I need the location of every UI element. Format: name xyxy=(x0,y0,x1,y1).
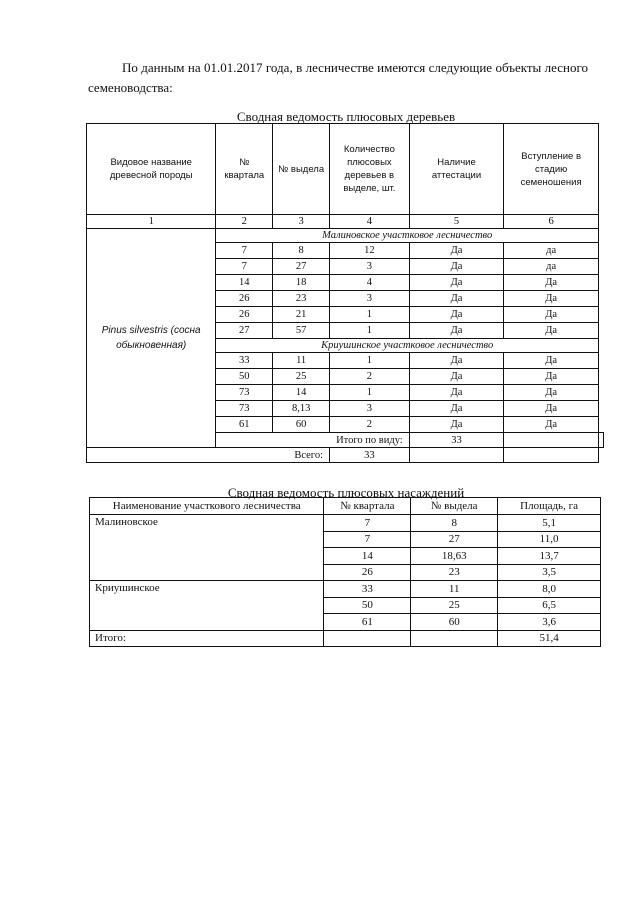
total-row xyxy=(90,630,601,647)
cell-attestation: Да xyxy=(409,307,504,323)
cell-attestation: Да xyxy=(409,417,504,433)
total-label: Итого: xyxy=(90,630,324,647)
table2-caption: Сводная ведомость плюсовых насаждений xyxy=(227,485,465,500)
section-name: Малиновское участковое лесничество xyxy=(216,229,599,243)
cell-count: 1 xyxy=(330,307,410,323)
cell-seeding: Да xyxy=(504,417,599,433)
table1-header-row xyxy=(87,124,604,215)
cell-area: 8,0 xyxy=(498,581,601,598)
cell-plot: 14 xyxy=(273,385,330,401)
cell-quarter: 73 xyxy=(216,385,273,401)
column-number: 2 xyxy=(216,215,273,229)
header-count: Количество плюсовых деревьев в выделе, шт. xyxy=(330,124,410,215)
cell-plot: 8,13 xyxy=(273,401,330,417)
table1-caption: Сводная ведомость плюсовых деревьев xyxy=(236,109,456,124)
cell-plot: 8 xyxy=(273,243,330,259)
cell-plot: 25 xyxy=(273,369,330,385)
cell-count: 4 xyxy=(330,275,410,291)
header-forestry: Наименование участкового лесничества xyxy=(90,498,324,515)
column-number: 3 xyxy=(273,215,330,229)
column-number: 1 xyxy=(87,215,216,229)
cell-area: 3,6 xyxy=(498,614,601,631)
table-row xyxy=(90,581,601,598)
cell-quarter: 26 xyxy=(324,564,411,581)
forestry-name: Криушинское xyxy=(90,581,324,631)
cell-seeding: Да xyxy=(504,385,599,401)
cell-count: 1 xyxy=(330,385,410,401)
cell-plot: 11 xyxy=(411,581,498,598)
cell-seeding: Да xyxy=(504,275,599,291)
cell-plot: 60 xyxy=(273,417,330,433)
cell-quarter: 14 xyxy=(324,548,411,565)
cell-attestation: Да xyxy=(409,259,504,275)
table-row xyxy=(90,515,601,532)
grand-total-row xyxy=(87,448,604,463)
header-quarter: № квартала xyxy=(216,124,273,215)
cell-seeding: Да xyxy=(504,291,599,307)
cell-quarter: 50 xyxy=(216,369,273,385)
cell-plot: 27 xyxy=(273,259,330,275)
section-row xyxy=(87,229,604,243)
cell-plot: 23 xyxy=(273,291,330,307)
cell-area: 13,7 xyxy=(498,548,601,565)
header-plot: № выдела xyxy=(273,124,330,215)
species-cell: Pinus silvestris (сосна обыкновенная) xyxy=(87,229,216,448)
cell-attestation: Да xyxy=(409,243,504,259)
cell-plot: 11 xyxy=(273,353,330,369)
cell-seeding: Да xyxy=(504,353,599,369)
cell-quarter: 61 xyxy=(324,614,411,631)
cell-count: 2 xyxy=(330,417,410,433)
cell-quarter: 33 xyxy=(324,581,411,598)
cell-count: 3 xyxy=(330,291,410,307)
cell-count: 12 xyxy=(330,243,410,259)
cell-area: 5,1 xyxy=(498,515,601,532)
cell-attestation: Да xyxy=(409,291,504,307)
cell-quarter: 7 xyxy=(216,243,273,259)
section-name: Криушинское участковое лесничество xyxy=(216,339,599,353)
plus-trees-table xyxy=(86,123,604,463)
intro-paragraph: По данным на 01.01.2017 года, в лесничестве имеются следующие объекты лесного семеноводства: xyxy=(88,60,588,95)
cell-seeding: Да xyxy=(504,401,599,417)
cell-quarter: 27 xyxy=(216,323,273,339)
cell-plot: 18,63 xyxy=(411,548,498,565)
cell-area: 6,5 xyxy=(498,597,601,614)
cell-plot: 21 xyxy=(273,307,330,323)
cell-plot: 27 xyxy=(411,531,498,548)
cell-seeding: Да xyxy=(504,369,599,385)
column-number: 4 xyxy=(330,215,410,229)
cell-plot: 25 xyxy=(411,597,498,614)
cell-quarter: 61 xyxy=(216,417,273,433)
cell-attestation: Да xyxy=(409,369,504,385)
forestry-name: Малиновское xyxy=(90,515,324,581)
cell-area: 11,0 xyxy=(498,531,601,548)
cell-count: 2 xyxy=(330,369,410,385)
header-plot: № выдела xyxy=(411,498,498,515)
cell-quarter: 33 xyxy=(216,353,273,369)
cell-quarter: 14 xyxy=(216,275,273,291)
total-by-type-value: 33 xyxy=(409,433,504,448)
header-attestation: Наличие аттестации xyxy=(409,124,504,215)
cell-seeding: да xyxy=(504,243,599,259)
cell-quarter: 73 xyxy=(216,401,273,417)
cell-count: 1 xyxy=(330,323,410,339)
cell-quarter: 7 xyxy=(324,515,411,532)
table2-header-row xyxy=(90,498,601,515)
header-species: Видовое название древесной породы xyxy=(87,124,216,215)
total-area-value: 51,4 xyxy=(498,630,601,647)
column-number: 6 xyxy=(504,215,599,229)
cell-quarter: 7 xyxy=(216,259,273,275)
cell-count: 1 xyxy=(330,353,410,369)
cell-count: 3 xyxy=(330,401,410,417)
cell-attestation: Да xyxy=(409,323,504,339)
header-seeding-stage: Вступление в стадию семеношения xyxy=(504,124,599,215)
cell-attestation: Да xyxy=(409,353,504,369)
cell-quarter: 26 xyxy=(216,291,273,307)
cell-plot: 23 xyxy=(411,564,498,581)
cell-plot: 60 xyxy=(411,614,498,631)
cell-seeding: Да xyxy=(504,323,599,339)
cell-plot: 8 xyxy=(411,515,498,532)
cell-plot: 57 xyxy=(273,323,330,339)
plus-stands-table xyxy=(89,497,601,647)
header-area: Площадь, га xyxy=(498,498,601,515)
cell-plot: 18 xyxy=(273,275,330,291)
header-quarter: № квартала xyxy=(324,498,411,515)
cell-seeding: Да xyxy=(504,307,599,323)
cell-attestation: Да xyxy=(409,385,504,401)
cell-quarter: 50 xyxy=(324,597,411,614)
cell-attestation: Да xyxy=(409,401,504,417)
cell-quarter: 7 xyxy=(324,531,411,548)
cell-count: 3 xyxy=(330,259,410,275)
cell-seeding: да xyxy=(504,259,599,275)
total-by-type-label: Итого по виду: xyxy=(216,433,409,448)
column-number: 5 xyxy=(409,215,504,229)
cell-attestation: Да xyxy=(409,275,504,291)
cell-area: 3,5 xyxy=(498,564,601,581)
column-number-row xyxy=(87,215,604,229)
grand-total-value: 33 xyxy=(330,448,410,463)
cell-quarter: 26 xyxy=(216,307,273,323)
grand-total-label: Всего: xyxy=(87,448,330,463)
